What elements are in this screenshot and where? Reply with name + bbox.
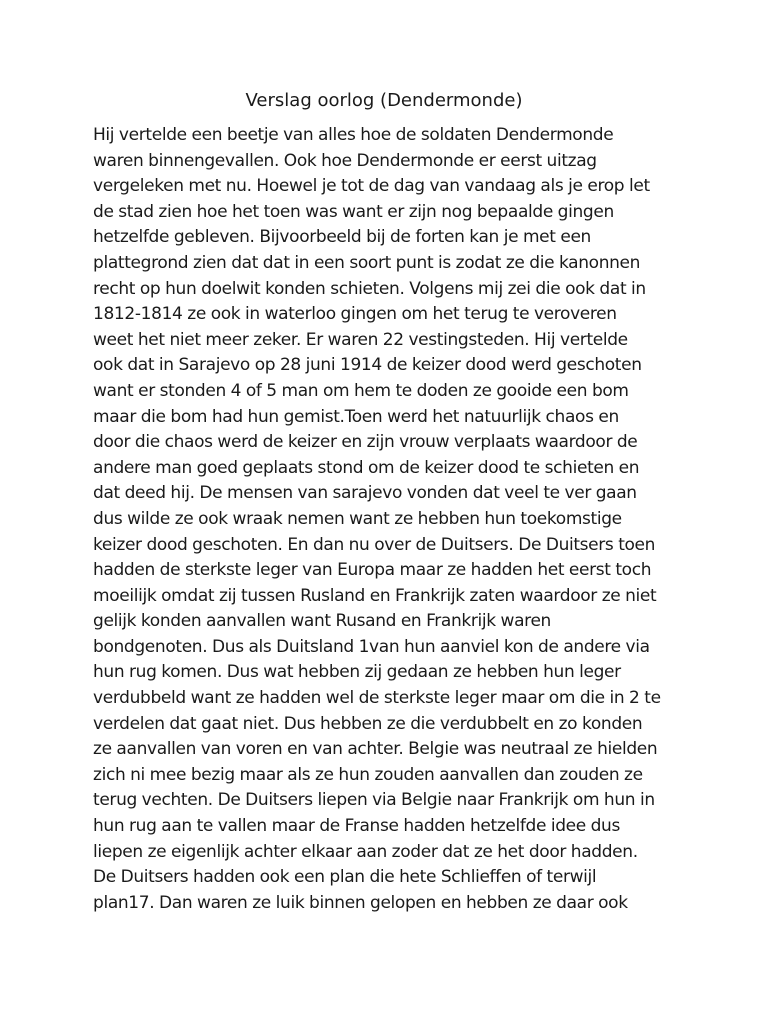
- text-line: dat deed hij. De mensen van sarajevo vonden dat veel te ver gaan: [93, 483, 637, 504]
- text-line: want er stonden 4 of 5 man om hem te doden ze gooide een bom: [93, 380, 629, 401]
- text-line: verdubbeld want ze hadden wel de sterkste leger maar om die in 2 te: [93, 688, 661, 709]
- text-line: recht op hun doelwit konden schieten. Volgens mij zei die ook dat in: [93, 278, 646, 299]
- text-line: vergeleken met nu. Hoewel je tot de dag van vandaag als je erop let: [93, 176, 650, 197]
- text-line: plan17. Dan waren ze luik binnen gelopen en hebben ze daar ook: [93, 892, 628, 913]
- text-line: hun rug komen. Dus wat hebben zij gedaan ze hebben hun leger: [93, 662, 621, 683]
- text-line: maar die bom had hun gemist.Toen werd het natuurlijk chaos en: [93, 406, 619, 427]
- text-line: hetzelfde gebleven. Bijvoorbeeld bij de forten kan je met een: [93, 227, 591, 248]
- text-line: plattegrond zien dat dat in een soort punt is zodat ze die kanonnen: [93, 252, 641, 273]
- text-line: door die chaos werd de keizer en zijn vrouw verplaats waardoor de: [93, 432, 638, 453]
- text-line: gelijk konden aanvallen want Rusand en Frankrijk waren: [93, 611, 551, 632]
- text-line: weet het niet meer zeker. Er waren 22 vestingsteden. Hij vertelde: [93, 329, 628, 350]
- text-line: bondgenoten. Dus als Duitsland 1van hun aanviel kon de andere via: [93, 636, 650, 657]
- text-line: keizer dood geschoten. En dan nu over de Duitsers. De Duitsers toen: [93, 534, 656, 555]
- text-line: hun rug aan te vallen maar de Franse hadden hetzelfde idee dus: [93, 816, 620, 837]
- text-line: zich ni mee bezig maar als ze hun zouden aanvallen dan zouden ze: [93, 764, 643, 785]
- text-line: Hij vertelde een beetje van alles hoe de soldaten Dendermonde: [93, 125, 614, 145]
- text-line: hadden de sterkste leger van Europa maar ze hadden het eerst toch: [93, 560, 652, 581]
- text-line: waren binnengevallen. Ook hoe Dendermonde er eerst uitzag: [93, 150, 597, 171]
- text-line: ook dat in Sarajevo op 28 juni 1914 de keizer dood werd geschoten: [93, 355, 642, 376]
- document-title: Verslag oorlog (Dendermonde): [245, 90, 523, 111]
- text-line: 1812-1814 ze ook in waterloo gingen om het terug te veroveren: [93, 304, 617, 325]
- text-line: liepen ze eigenlijk achter elkaar aan zoder dat ze het door hadden.: [93, 841, 638, 862]
- text-line: dus wilde ze ook wraak nemen want ze hebben hun toekomstige: [93, 508, 622, 529]
- text-line: terug vechten. De Duitsers liepen via Belgie naar Frankrijk om hun in: [93, 790, 655, 811]
- text-line: De Duitsers hadden ook een plan die hete Schlieffen of terwijl: [93, 867, 597, 888]
- text-line: moeilijk omdat zij tussen Rusland en Frankrijk zaten waardoor ze niet: [93, 585, 657, 606]
- document-body: [93, 123, 693, 916]
- text-line: ze aanvallen van voren en van achter. Belgie was neutraal ze hielden: [93, 739, 658, 760]
- text-line: andere man goed geplaats stond om de keizer dood te schieten en: [93, 457, 640, 478]
- text-line: de stad zien hoe het toen was want er zijn nog bepaalde gingen: [93, 201, 614, 222]
- text-line: verdelen dat gaat niet. Dus hebben ze die verdubbelt en zo konden: [93, 713, 643, 734]
